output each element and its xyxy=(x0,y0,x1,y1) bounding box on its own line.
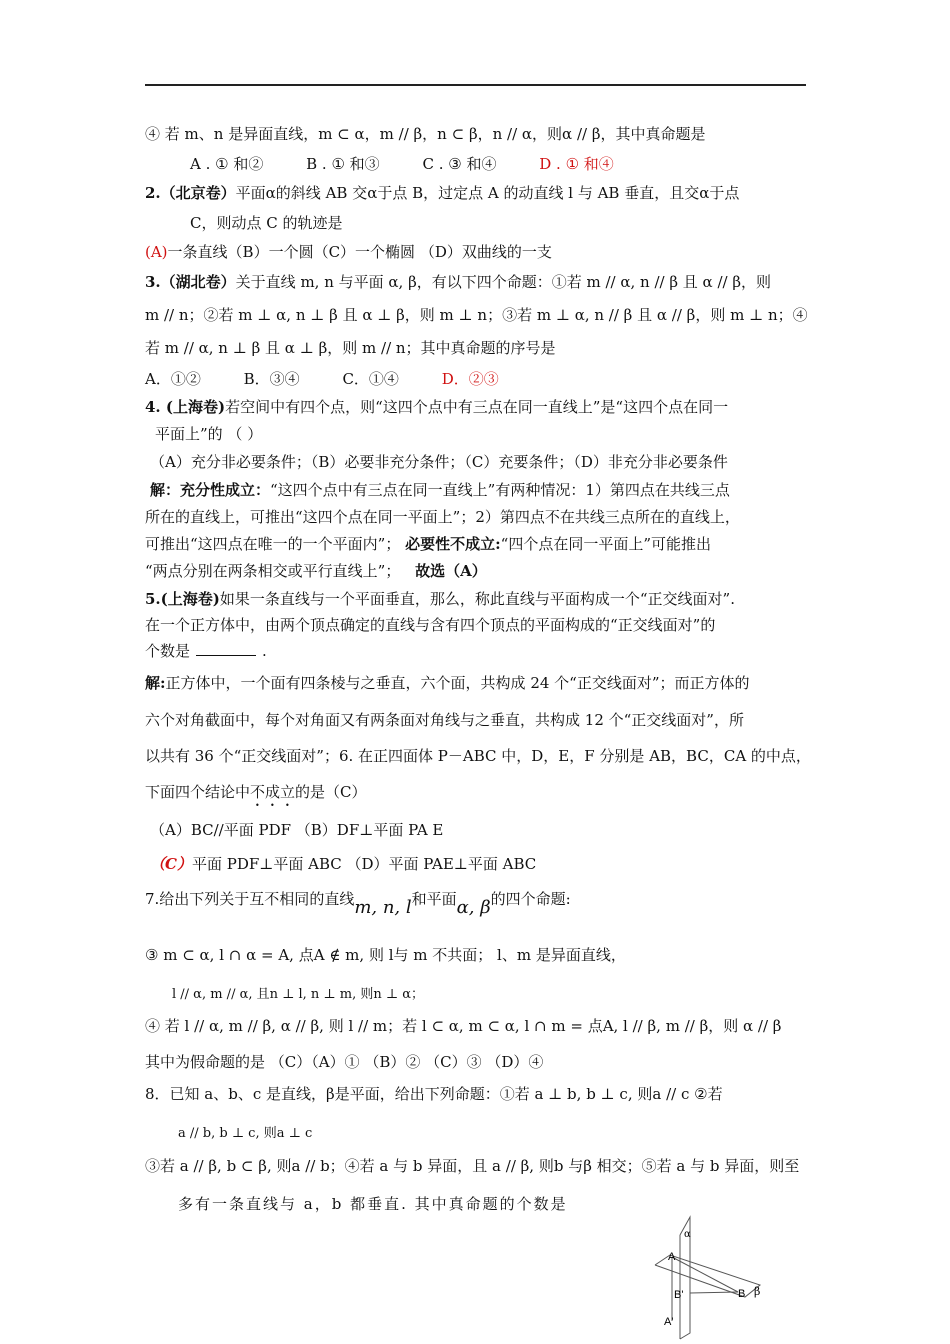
option-d-answer: D . ① 和④ xyxy=(539,155,614,173)
q7-line-5: 其中为假命题的是 （C）（A）① （B）② （C）③ （D）④ xyxy=(145,1053,544,1071)
option-c: C . ③ 和④ xyxy=(422,155,497,173)
q4-solution-text-4: “两点分别在两条相交或平行直线上”； xyxy=(145,562,401,580)
q4-solution-3 xyxy=(145,534,711,554)
q2-text: 平面α的斜线 AB 交α于点 B，过定点 A 的动直线 l 与 AB 垂直，且交α于点 xyxy=(235,184,740,202)
label-b: B xyxy=(738,1288,746,1300)
q3-line-1 xyxy=(145,272,771,292)
q6-options-ab: （A）BC//平面 PDF （B）DF⊥平面 PA E xyxy=(150,821,444,839)
q6-emphasis: 不成立 xyxy=(250,783,296,801)
q5-line-2: 在一个正方体中，由两个顶点确定的直线与含有四个顶点的平面构成的“正交线面对”的 xyxy=(145,616,716,634)
q7-text-c: 和平面 xyxy=(411,890,457,908)
line-bb xyxy=(690,1292,738,1293)
q6-answer-c: （C） xyxy=(150,855,192,873)
q5-heading: 5.(上海卷) xyxy=(145,590,220,608)
q5-solution-1 xyxy=(145,673,750,693)
q3-option-a: A．①② xyxy=(145,370,201,388)
q3-answer: D．②③ xyxy=(441,370,499,388)
q-options xyxy=(190,154,614,174)
option-b: B . ① 和③ xyxy=(306,155,380,173)
q7-line-3: l // α, m // α, 且n ⊥ l, n ⊥ m, 则n ⊥ α； xyxy=(172,987,425,1002)
q4-options: （A）充分非必要条件；（B）必要非充分条件；（C）充要条件；（D）非充分非必要条件 xyxy=(150,453,728,471)
q3-heading: 3.（湖北卷） xyxy=(145,273,236,291)
q2-line-2: C，则动点 C 的轨迹是 xyxy=(190,214,343,232)
q5-solution-4 xyxy=(145,782,367,810)
geometry-figure xyxy=(650,1215,780,1340)
q8-line-4: 多有一条直线与 a，b 都垂直. 其中真命题的个数是 xyxy=(178,1195,568,1213)
q2-heading: 2.（北京卷） xyxy=(145,184,236,202)
q8-line-2: a // b, b ⊥ c, 则a ⊥ c xyxy=(178,1126,313,1141)
q5-solution-label: 解: xyxy=(145,674,166,692)
q2-options-text: 一条直线（B）一个圆（C）一个椭圆 （D）双曲线的一支 xyxy=(167,243,552,261)
q7-line-2: ③ m ⊂ α, l ∩ α = A, 点A ∉ m, 则 l与 m 不共面； l、m 是异面直线， xyxy=(145,946,626,964)
q5-text-1: 如果一条直线与一个平面垂直，那么，称此直线与平面构成一个“正交线面对”. xyxy=(219,590,735,608)
q-item-4: ④ 若 m、n 是异面直线，m ⊂ α，m // β，n ⊂ β，n // α，则α // β，其中真命题是 xyxy=(145,125,706,143)
q3-options xyxy=(145,369,499,389)
q8-line-1: 8．已知 a、b、c 是直线，β是平面，给出下列命题：①若 a ⊥ b, b ⊥ c, 则a // c ②若 xyxy=(145,1085,723,1103)
q4-heading: 4. (上海卷) xyxy=(145,398,226,416)
q2-answer: (A) xyxy=(145,243,168,261)
label-a: A xyxy=(668,1251,676,1263)
q4-solution-4 xyxy=(145,561,487,581)
q3-option-b: B．③④ xyxy=(243,370,300,388)
q2-options xyxy=(145,242,552,262)
q4-solution-text-3: 可推出“这四点在唯一的一个平面内”； xyxy=(145,535,401,553)
q5-solution-text-1: 正方体中，一个面有四条棱与之垂直，六个面，共构成 24 个“正交线面对”；而正方体的 xyxy=(165,674,750,692)
q6-options-rest: 平面 PDF⊥平面 ABC （D）平面 PAE⊥平面 ABC xyxy=(191,855,537,873)
answer-blank xyxy=(196,641,256,656)
q4-solution-1 xyxy=(150,480,730,500)
q4-solution-text-1: “这四个点中有三点在同一直线上”有两种情况：1）第四点在共线三点 xyxy=(270,481,730,499)
q7-text-a: 7.给出下列关于互不相同的直线 xyxy=(145,890,355,908)
q3-option-c: C．①④ xyxy=(342,370,399,388)
q6-text-c: 的是（C） xyxy=(295,783,367,801)
label-b-prime: B' xyxy=(674,1289,684,1301)
q4-solution-2: 所在的直线上，可推出“这四个点在同一平面上”；2）第四点不在共线三点所在的直线上， xyxy=(145,508,740,526)
q8-line-3: ③若 a // β, b ⊂ β, 则a // b；④若 a 与 b 异面，且 a // β, 则b 与β 相交；⑤若 a 与 b 异面，则至 xyxy=(145,1157,800,1175)
q2-line-1 xyxy=(145,183,739,203)
label-beta: β xyxy=(754,1285,761,1298)
q3-line-3: 若 m // α, n ⊥ β 且 α ⊥ β，则 m // n；其中真命题的序号是 xyxy=(145,339,556,357)
q3-line-2: m // n；②若 m ⊥ α, n ⊥ β 且 α ⊥ β，则 m ⊥ n；③若 m ⊥ α, n // β 且 α // β，则 m ⊥ n；④ xyxy=(145,306,808,324)
q5-solution-2: 六个对角截面中，每个对角面又有两条面对角线与之垂直，共构成 12 个“正交线面对”，所 xyxy=(145,711,744,729)
q4-solution-text-3c: “四个点在同一平面上”可能推出 xyxy=(500,535,712,553)
q5-line-1 xyxy=(145,589,735,609)
header-rule xyxy=(145,84,806,86)
q7-line-1 xyxy=(145,889,571,918)
q5-solution-3: 以共有 36 个“正交线面对”；6. 在正四面体 P－ABC 中，D，E，F 分别是 AB，BC，CA 的中点， xyxy=(145,747,811,765)
q6-options-cd xyxy=(150,854,536,874)
label-a-prime: A' xyxy=(664,1316,674,1328)
q4-line-2: 平面上”的 （ ） xyxy=(155,425,263,443)
option-a: A . ① 和② xyxy=(190,155,264,173)
q4-line-1 xyxy=(145,397,728,417)
q3-text-1: 关于直线 m, n 与平面 α, β，有以下四个命题：①若 m // α, n // β 且 α // β，则 xyxy=(235,273,771,291)
q6-text-a: 下面四个结论中 xyxy=(145,783,251,801)
q7-line-4: ④ 若 l // α, m // β, α // β, 则 l // m；若 l ⊂ α, m ⊂ α, l ∩ m = 点A, l // β, m // β，则 α // β xyxy=(145,1017,782,1035)
q4-solution-label: 解：充分性成立： xyxy=(150,481,271,499)
q5-text-3: 个数是 xyxy=(145,642,191,660)
q7-text-e: 的四个命题: xyxy=(490,890,571,908)
q4-text-1: 若空间中有四个点，则“这四个点中有三点在同一直线上”是“这四个点在同一 xyxy=(225,398,729,416)
q7-lines-math: m, n, l xyxy=(354,897,412,918)
q4-necessity-label: 必要性不成立: xyxy=(405,535,501,553)
q7-planes-math: α, β xyxy=(456,897,491,918)
label-alpha: α xyxy=(684,1229,691,1240)
q5-line-3: 个数是 . xyxy=(145,642,267,660)
q4-answer: 故选（A） xyxy=(415,562,487,580)
